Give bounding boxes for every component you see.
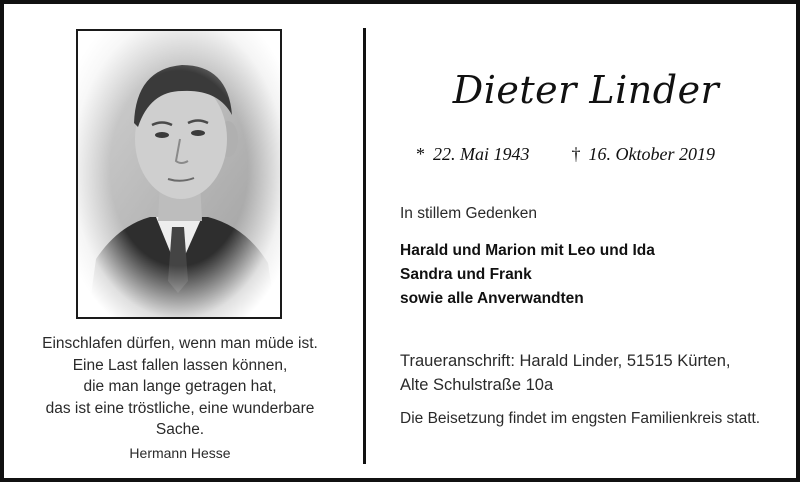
death-date: 16. Oktober 2019 (588, 144, 715, 164)
mourners-list (400, 239, 655, 311)
birth-date: 22. Mai 1943 (433, 144, 530, 164)
poem-line: die man lange getragen hat, (83, 378, 277, 395)
poem-author: Hermann Hesse (129, 445, 231, 461)
funeral-note: Die Beisetzung findet im engsten Familienkreis statt. (400, 410, 761, 427)
poem-line: das ist eine tröstliche, eine wunderbare (45, 399, 315, 417)
mourner-line: Harald und Marion mit Leo und Ida (400, 242, 655, 259)
poem-line: Eine Last fallen lassen können, (72, 356, 288, 374)
poem-line: Sache. (155, 421, 205, 438)
life-dates (416, 144, 715, 165)
portrait-photo-icon (78, 31, 280, 317)
mourner-line: Sandra und Frank (400, 266, 532, 283)
vertical-divider (363, 28, 366, 464)
address-line: Traueranschrift: Harald Linder, 51515 Kürten, (400, 352, 731, 370)
mourning-address (400, 349, 731, 397)
mourner-line: sowie alle Anverwandten (400, 290, 584, 307)
death-symbol: † (571, 144, 581, 164)
memoriam-text: In stillem Gedenken (400, 205, 537, 222)
portrait-photo (76, 29, 282, 319)
address-line: Alte Schulstraße 10a (400, 376, 554, 394)
birth-symbol: * (416, 144, 425, 164)
poem-line: Einschlafen dürfen, wenn man müde ist. (42, 335, 318, 352)
deceased-name: Dieter Linder (452, 68, 720, 112)
poem-quote (24, 333, 336, 441)
